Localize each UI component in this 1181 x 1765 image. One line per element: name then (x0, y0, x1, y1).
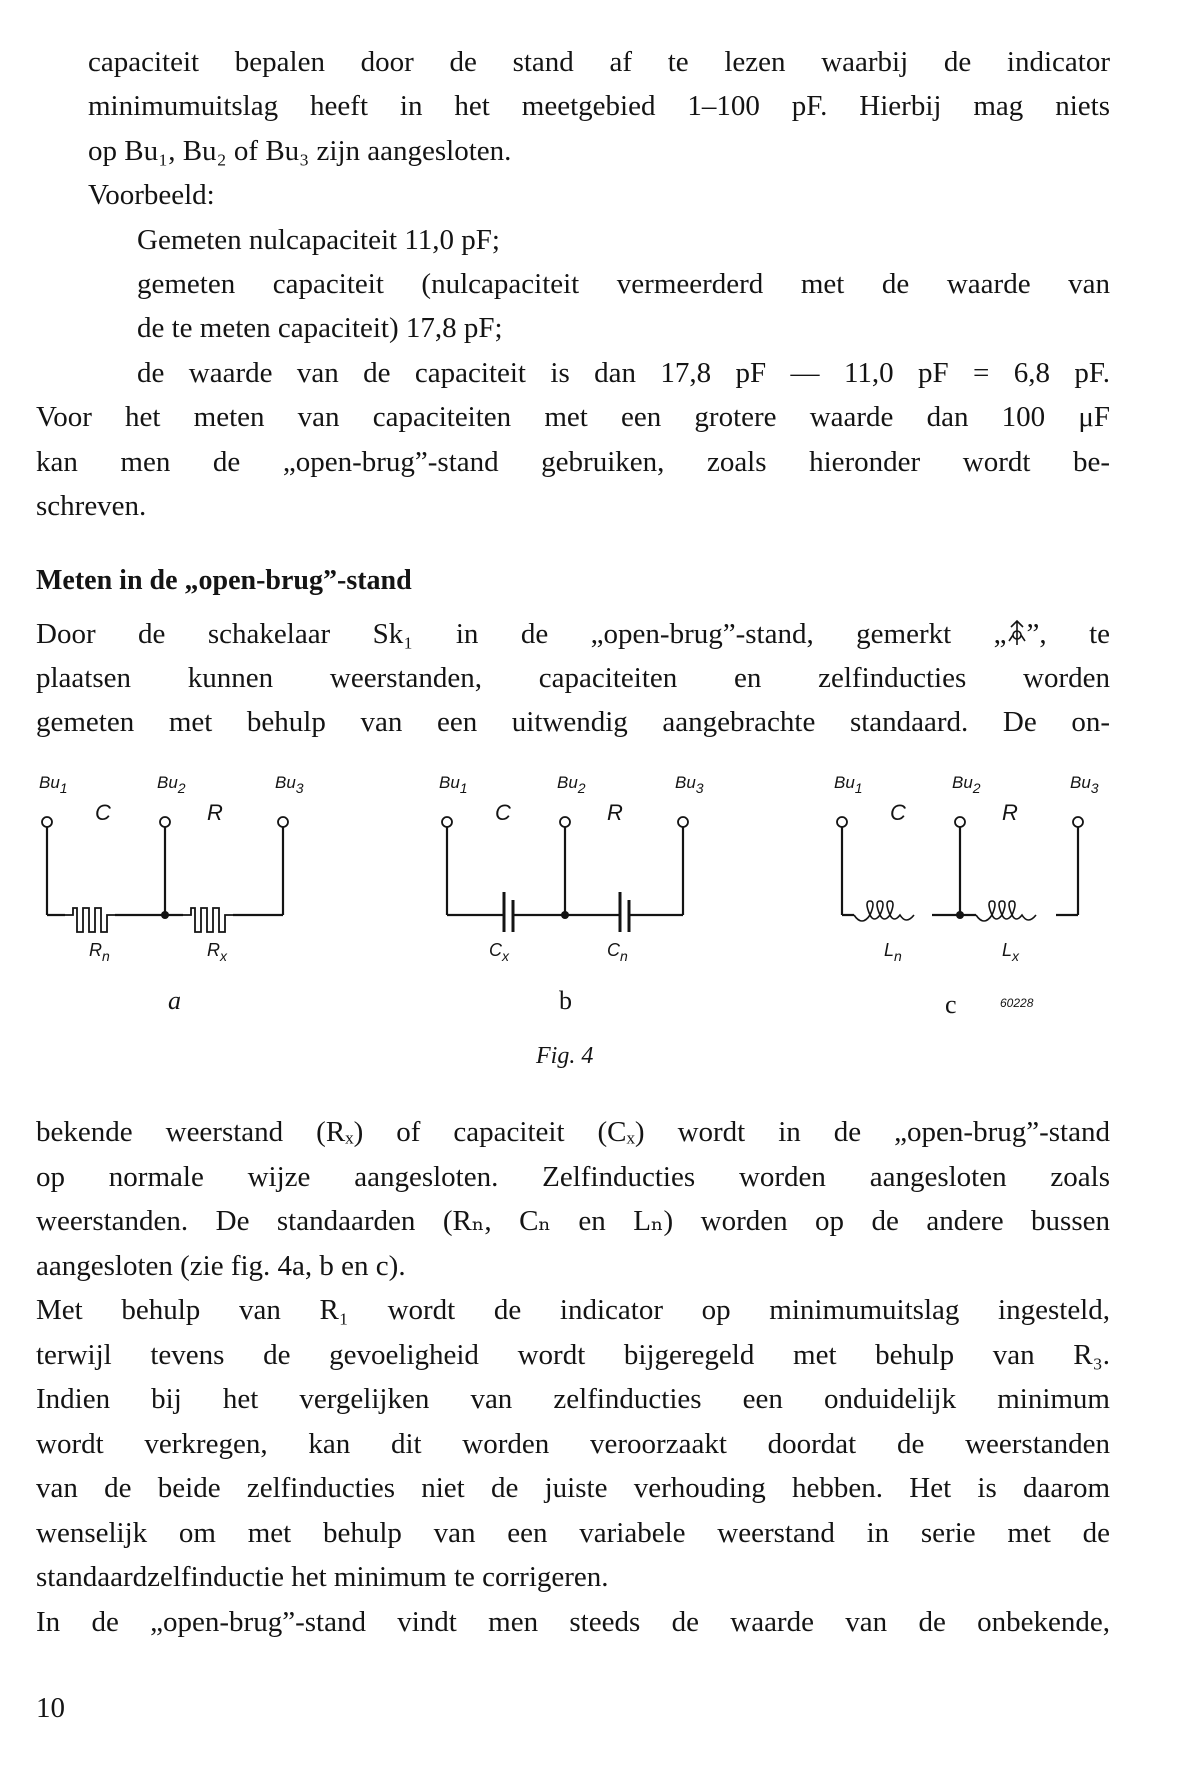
terminal-bu1-icon (442, 817, 452, 827)
switch-label-c: C (95, 800, 111, 825)
text-line: Voorbeeld: (88, 179, 215, 212)
component-label-rx: $R_x$ (207, 940, 227, 964)
switch-label-r: R (607, 800, 623, 825)
switch-label-c: C (890, 800, 906, 825)
circuit-b-capacitors (439, 773, 704, 964)
figure-4 (0, 760, 1181, 1080)
text-line: de te meten capaciteit) 17,8 pF; (137, 312, 503, 345)
terminal-bu2-icon (560, 817, 570, 827)
text-line: Met behulp van R₁ wordt de indicator op minimumuitslag ingesteld, (36, 1294, 1110, 1326)
terminal-label-bu3: $Bu_3$ (675, 773, 704, 796)
page-number: 10 (36, 1692, 65, 1724)
text-line: Gemeten nulcapaciteit 11,0 pF; (137, 223, 500, 256)
text-line: capaciteit bepalen door de stand af te lezen waarbij de indicator (88, 46, 1110, 78)
text-line-with-symbol (36, 617, 1110, 651)
text-line: plaatsen kunnen weerstanden, capaciteiten en zelfinducties worden (36, 662, 1110, 694)
text-line: Indien bij het vergelijken van zelfinducties een onduidelijk minimum (36, 1383, 1110, 1415)
text-line: Voor het meten van capaciteiten met een grotere waarde dan 100 μF (36, 401, 1110, 434)
subfigure-label-c: c (945, 990, 957, 1019)
figure-caption: Fig. 4 (536, 1043, 594, 1069)
inductor-icon (976, 901, 1036, 921)
text-line: bekende weerstand (Rₓ) of capaciteit (Cₓ) wordt in de „open-brug”-stand (36, 1116, 1110, 1148)
component-label-lx: $L_x$ (1002, 940, 1020, 964)
terminal-bu3-icon (1073, 817, 1083, 827)
figure-code: 60228 (1000, 996, 1034, 1010)
text-line: aangesloten (zie fig. 4a, b en c). (36, 1249, 406, 1282)
switch-label-r: R (207, 800, 223, 825)
component-label-ln: $L_n$ (884, 940, 902, 964)
section-heading: Meten in de „open-brug”-stand (36, 565, 412, 596)
text-line: wenselijk om met behulp van een variabele weerstand in serie met de (36, 1516, 1110, 1549)
text-line: weerstanden. De standaarden (Rₙ, Cₙ en Lₙ) worden op de andere bussen (36, 1205, 1110, 1237)
resistor-icon (183, 908, 233, 932)
switch-label-r: R (1002, 800, 1018, 825)
text-after-symbol: ”, te (1026, 618, 1110, 650)
terminal-bu2-icon (160, 817, 170, 827)
inductor-icon (854, 901, 914, 921)
text-line: kan men de „open-brug”-stand gebruiken, zoals hieronder wordt be- (36, 445, 1110, 478)
terminal-label-bu2: $Bu_2$ (157, 773, 186, 796)
text-line: van de beide zelfinducties niet de juiste verhouding hebben. Het is daarom (36, 1472, 1110, 1504)
text-line: op normale wijze aangesloten. Zelfinducties worden aangesloten zoals (36, 1160, 1110, 1193)
terminal-bu1-icon (42, 817, 52, 827)
terminal-bu3-icon (678, 817, 688, 827)
terminal-bu3-icon (278, 817, 288, 827)
terminal-label-bu3: $Bu_3$ (1070, 773, 1099, 796)
component-label-cn: $C_n$ (607, 940, 628, 964)
resistor-icon (65, 908, 115, 932)
text-line: standaardzelfinductie het minimum te corrigeren. (36, 1561, 609, 1593)
subfigure-label-a: a (168, 986, 181, 1015)
terminal-label-bu2: $Bu_2$ (557, 773, 586, 796)
component-label-rn: $R_n$ (89, 940, 110, 964)
text-line: op Bu₁, Bu₂ of Bu₃ zijn aangesloten. (88, 134, 512, 167)
text-line: wordt verkregen, kan dit worden veroorzaakt doordat de weerstanden (36, 1427, 1110, 1460)
subfigure-label-b: b (559, 986, 572, 1015)
component-label-cx: $C_x$ (489, 940, 509, 964)
terminal-bu2-icon (955, 817, 965, 827)
text-line: gemeten met behulp van een uitwendig aangebrachte standaard. De on- (36, 706, 1110, 739)
terminal-label-bu1: $Bu_1$ (439, 773, 468, 796)
text-line: terwijl tevens de gevoeligheid wordt bijgeregeld met behulp van R₃. (36, 1338, 1110, 1371)
circuit-a-resistors (39, 773, 304, 964)
text-before-symbol: Door de schakelaar Sk₁ in de „open-brug”-stand, gemerkt „ (36, 618, 1007, 650)
text-line: schreven. (36, 490, 147, 522)
terminal-label-bu1: $Bu_1$ (834, 773, 863, 796)
text-line: In de „open-brug”-stand vindt men steeds de waarde van de onbekende, (36, 1605, 1110, 1638)
circuit-c-inductors (834, 773, 1099, 964)
text-line: de waarde van de capaciteit is dan 17,8 pF — 11,0 pF = 6,8 pF. (137, 356, 1110, 389)
open-bridge-symbol-icon (1007, 619, 1027, 647)
terminal-bu1-icon (837, 817, 847, 827)
terminal-label-bu1: $Bu_1$ (39, 773, 68, 796)
text-line: gemeten capaciteit (nulcapaciteit vermeerderd met de waarde van (137, 268, 1110, 300)
text-line: minimumuitslag heeft in het meetgebied 1–100 pF. Hierbij mag niets (88, 90, 1110, 123)
terminal-label-bu2: $Bu_2$ (952, 773, 981, 796)
switch-label-c: C (495, 800, 511, 825)
terminal-label-bu3: $Bu_3$ (275, 773, 304, 796)
